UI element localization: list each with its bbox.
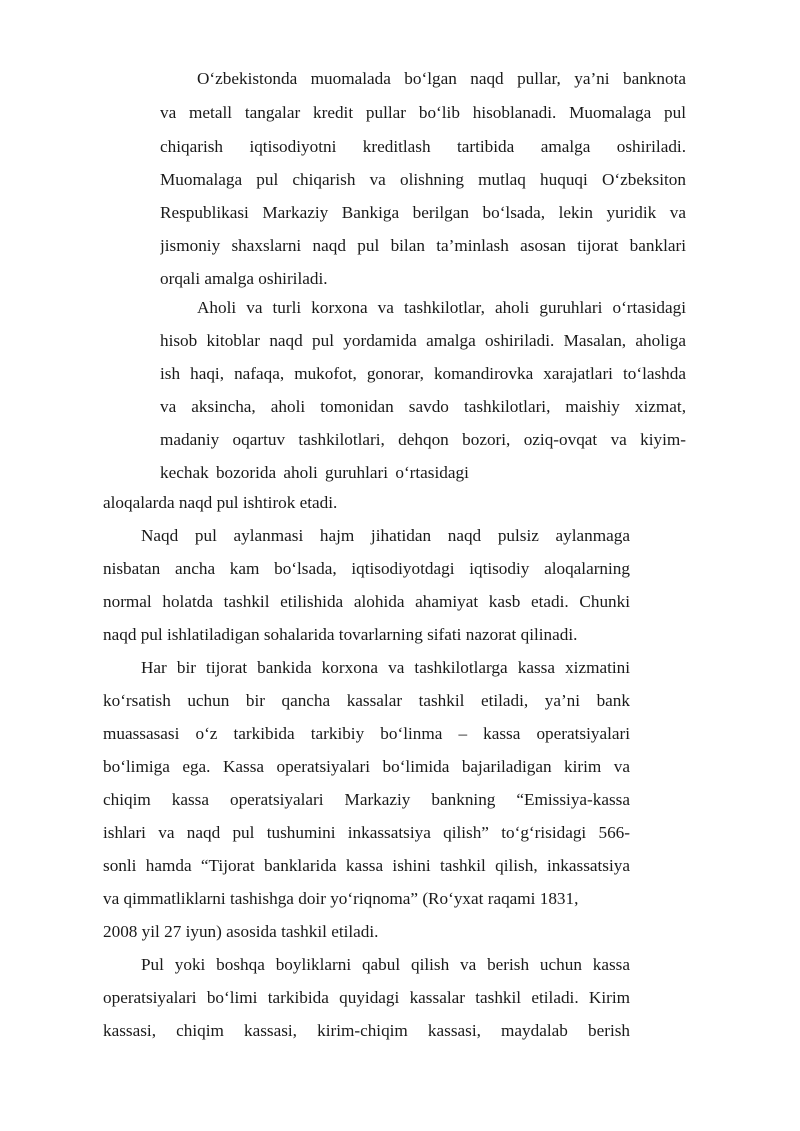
text-line: va aksincha, aholi tomonidan savdo tashkilotlari, maishiy xizmat, xyxy=(160,397,686,416)
text-line: aloqalarda naqd pul ishtirok etadi. xyxy=(103,493,338,512)
text-line: kechak bozorida aholi guruhlari o‘rtasidagi xyxy=(160,463,469,482)
text-line: Pul yoki boshqa boyliklarni qabul qilish va berish uchun kassa xyxy=(141,955,630,974)
text-line: Aholi va turli korxona va tashkilotlar, aholi guruhlari o‘rtasidagi xyxy=(197,298,686,317)
text-line: nisbatan ancha kam bo‘lsada, iqtisodiyotdagi iqtisodiy aloqalarning xyxy=(103,559,630,578)
text-line: kassasi, chiqim kassasi, kirim-chiqim kassasi, maydalab berish xyxy=(103,1021,630,1040)
text-line: ishlari va naqd pul tushumini inkassatsiya qilish” to‘g‘risidagi 566- xyxy=(103,823,630,842)
text-line: bo‘limiga ega. Kassa operatsiyalari bo‘limida bajariladigan kirim va xyxy=(103,757,630,776)
text-line: O‘zbekistonda muomalada bo‘lgan naqd pullar, ya’ni banknota xyxy=(197,69,686,88)
text-line: operatsiyalari bo‘limi tarkibida quyidagi kassalar tashkil etiladi. Kirim xyxy=(103,988,630,1007)
text-line: chiqarish iqtisodiyotni kreditlash tartibida amalga oshiriladi. xyxy=(160,137,686,156)
text-line: Har bir tijorat bankida korxona va tashkilotlarga kassa xizmatini xyxy=(141,658,630,677)
text-line: madaniy oqartuv tashkilotlari, dehqon bozori, oziq-ovqat va kiyim- xyxy=(160,430,686,449)
text-line: va qimmatliklarni tashishga doir yo‘riqnoma” (Ro‘yxat raqami 1831, xyxy=(103,889,579,908)
text-line: chiqim kassa operatsiyalari Markaziy bankning “Emissiya-kassa xyxy=(103,790,630,809)
text-line: ko‘rsatish uchun bir qancha kassalar tashkil etiladi, ya’ni bank xyxy=(103,691,630,710)
text-line: jismoniy shaxslarni naqd pul bilan ta’minlash asosan tijorat banklari xyxy=(160,236,686,255)
text-line: sonli hamda “Tijorat banklarida kassa ishini tashkil qilish, inkassatsiya xyxy=(103,856,630,875)
text-line: Naqd pul aylanmasi hajm jihatidan naqd pulsiz aylanmaga xyxy=(141,526,630,545)
text-line: hisob kitoblar naqd pul yordamida amalga oshiriladi. Masalan, aholiga xyxy=(160,331,686,350)
text-line: normal holatda tashkil etilishida alohida ahamiyat kasb etadi. Chunki xyxy=(103,592,630,611)
text-line: Muomalaga pul chiqarish va olishning mutlaq huquqi O‘zbeksiton xyxy=(160,170,686,189)
text-line: 2008 yil 27 iyun) asosida tashkil etiladi. xyxy=(103,922,379,941)
text-line: muassasasi o‘z tarkibida tarkibiy bo‘linma – kassa operatsiyalari xyxy=(103,724,630,743)
text-line: orqali amalga oshiriladi. xyxy=(160,269,328,288)
text-line: ish haqi, nafaqa, mukofot, gonorar, komandirovka xarajatlari to‘lashda xyxy=(160,364,686,383)
text-line: Respublikasi Markaziy Bankiga berilgan bo‘lsada, lekin yuridik va xyxy=(160,203,686,222)
text-line: naqd pul ishlatiladigan sohalarida tovarlarning sifati nazorat qilinadi. xyxy=(103,625,578,644)
text-line: va metall tangalar kredit pullar bo‘lib hisoblanadi. Muomalaga pul xyxy=(160,103,686,122)
